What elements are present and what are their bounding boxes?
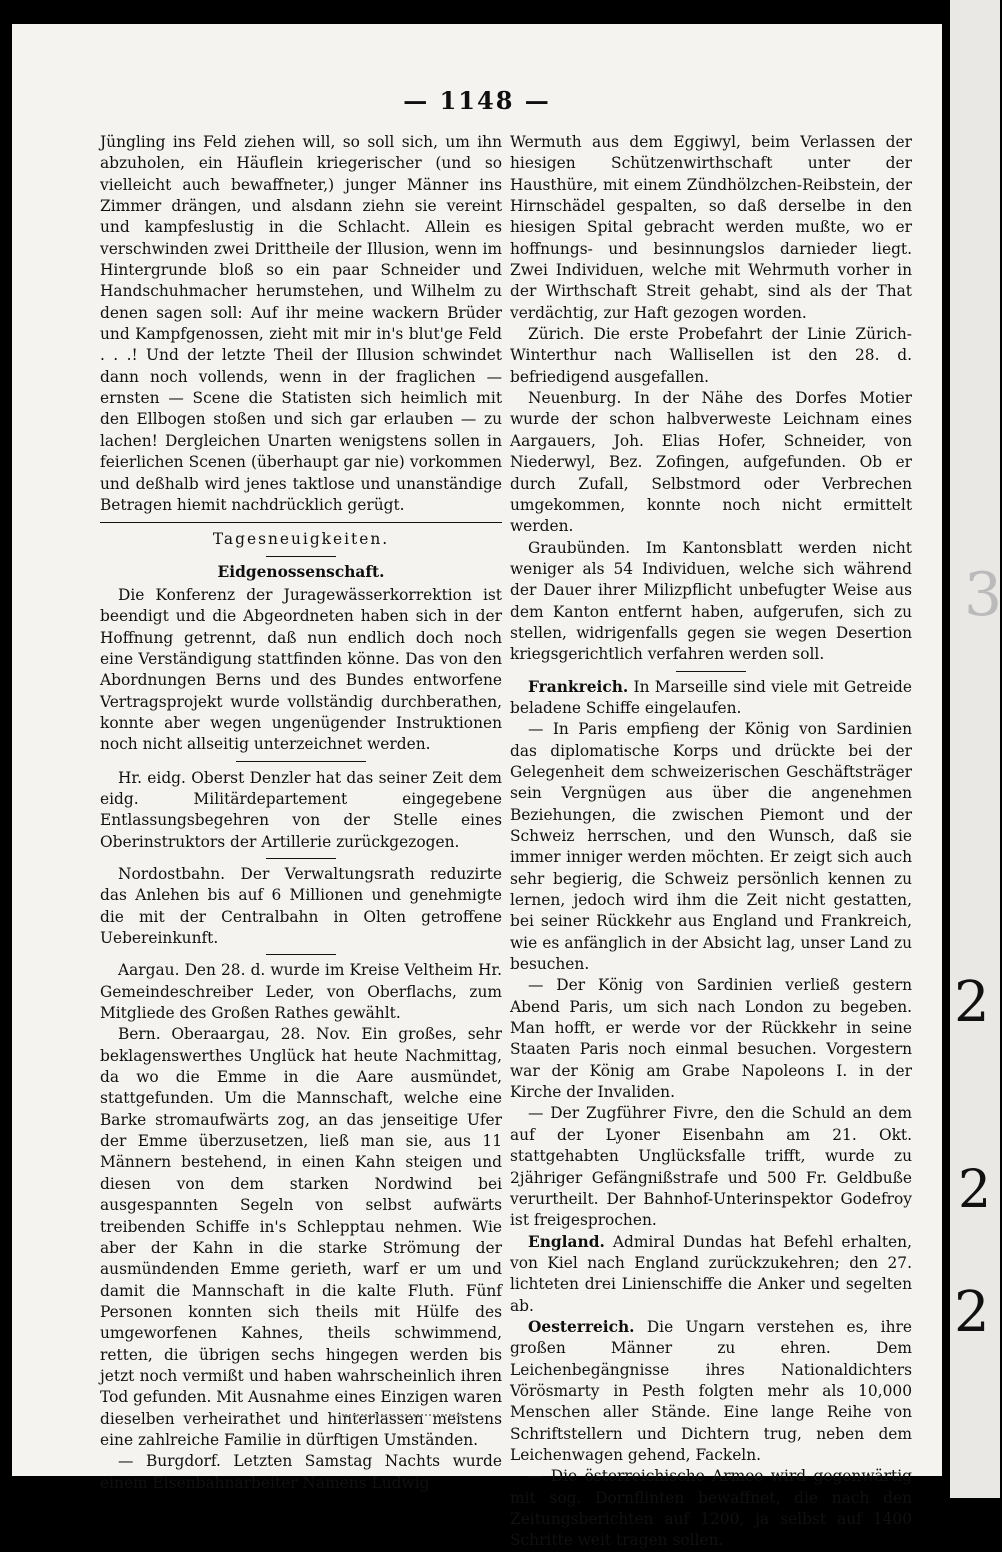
news-paragraph: Zürich. Die erste Probefahrt der Linie Zürich-Winterthur nach Wallisellen ist den 28. d. befriedigend ausgefallen. xyxy=(510,325,912,386)
country-heading: Oesterreich. xyxy=(528,1317,635,1336)
country-heading: England. xyxy=(528,1232,605,1251)
news-paragraph: — Burgdorf. Letzten Samstag Nachts wurde einem Eisenbahnarbeiter Namens Ludwig xyxy=(100,1452,502,1492)
news-text: Admiral Dundas hat Befehl erhalten, von Kiel nach England zurückzukehren; den 27. lichteten drei Linienschiffe die Anker und segelten ab. xyxy=(510,1232,912,1315)
news-paragraph: Graubünden. Im Kantonsblatt werden nicht weniger als 54 Individuen, welche sich während der Dauer ihrer Milizpflicht unbefugter Weise aus dem Kanton entfernt haben, aufgerufen, sich zu stellen, widrigenfalls gegen sie wegen Desertion kriegsgerichtlich verfahren werden soll. xyxy=(510,538,912,664)
margin-mark: 2 xyxy=(954,1280,990,1345)
news-paragraph: Die Konferenz der Juragewässerkorrektion ist beendigt und die Abgeordneten haben sich in der Hoffnung getrennt, daß nun endlich doch noch eine Verständigung stattfinden könne. Das von den Abordnungen Berns und des Bundes entworfene Vertragsprojekt wurde vollständig durchberathen, konnte aber wegen ungenügender Instruktionen noch nicht allseitig unterzeichnet werden. xyxy=(100,585,502,754)
news-paragraph: Neuenburg. In der Nähe des Dorfes Motier wurde der schon halbverweste Leichnam eines Aargauers, Joh. Elias Hofer, Schneider, von Niederwyl, Bez. Zofingen, aufgefunden. Ob er durch Zufall, Selbstmord oder Verbrechen umgekommen, konnte noch nicht ermittelt werden. xyxy=(510,389,912,536)
separator-rule xyxy=(236,761,366,762)
news-paragraph: Aargau. Den 28. d. wurde im Kreise Veltheim Hr. Gemeindeschreiber Leder, von Oberflachs, zum Mitgliede des Großen Rathes gewählt. xyxy=(100,961,502,1023)
news-text: In Marseille sind viele mit Getreide beladene Schiffe eingelaufen. xyxy=(510,677,912,717)
news-text: Die Ungarn verstehen es, ihre großen Männer zu ehren. Dem Leichenbegängnisse ihres Nationaldichters Vörösmarty in Pesth folgten mehr als 10,000 Menschen aller Stände. Eine lange Reihe von Schriftstellern und Dichtern trug, neben dem Leichenwagen gehend, Fackeln. xyxy=(510,1317,912,1464)
adjacent-page-edge xyxy=(950,0,1000,1498)
separator-rule xyxy=(266,858,336,859)
margin-mark: 2 xyxy=(958,1160,992,1220)
subsection-title: Eidgenossenschaft. xyxy=(217,562,385,581)
short-rule xyxy=(266,556,336,557)
article-continuation: Jüngling ins Feld ziehen will, so soll sich, um ihn abzuholen, ein Häuflein kriegerischer (und so vielleicht auch bewaffneter,) junger Männer ins Zimmer drängen, und alsdann ziehn sie vereint und kampfeslustig in die Schlacht. Allein es verschwinden zwei Drittheile der Illusion, wenn im Hintergrunde bloß so ein paar Schneider und Handschuhmacher herumstehen, und Wilhelm zu denen sagen soll: Auf ihr meine wackern Brüder und Kampfgenossen, zieht mit mir in's blut'ge Feld . . .! Und der letzte Theil der Illusion schwindet dann noch vollends, wenn in der fraglichen — ernsten — Scene die Statisten sich heimlich mit den Ellbogen stoßen und sich gar erlauben — zu lachen! Dergleichen Unarten wenigstens sollen in feierlichen Scenen (überhaupt gar nie) vorkommen und deßhalb wird jenes taktlose und unanständige Betragen hiemit nachdrücklich gerügt. xyxy=(100,133,502,514)
news-paragraph: Nordostbahn. Der Verwaltungsrath reduzirte das Anlehen bis auf 6 Millionen und genehmigte die mit der Centralbahn in Olten getroffene Uebereinkunft. xyxy=(100,865,502,948)
left-column xyxy=(100,132,502,1494)
news-paragraph: Hr. eidg. Oberst Denzler hat das seiner Zeit dem eidg. Militärdepartement eingegebene Entlassungsbegehren von der Stelle eines Oberinstruktors der Artillerie zurückgezogen. xyxy=(100,768,502,851)
newspaper-page xyxy=(12,24,942,1550)
margin-mark: 3 xyxy=(964,560,1002,630)
section-title: Tagesneuigkeiten. xyxy=(212,530,390,549)
news-paragraph-oesterreich xyxy=(510,1317,912,1466)
news-paragraph-england xyxy=(510,1232,912,1317)
news-paragraph: — Die österreichische Armee wird gegenwärtig mit sog. Dornflinten bewaffnet, die nach den Zeitungsberichten auf 1200, ja selbst auf 1400 Schritte weit tragen sollen. xyxy=(510,1467,912,1550)
news-paragraph: Wermuth aus dem Eggiwyl, beim Verlassen der hiesigen Schützenwirthschaft unter der Hausthüre, mit einem Zündhölzchen-Reibstein, der Hirnschädel gespalten, so daß derselbe in den hiesigen Spital gebracht werden mußte, wo er hoffnungs- und besinnungslos darnieder liegt. Zwei Individuen, welche mit Wehrmuth vorher in der Wirthschaft Streit gehabt, sind als der That verdächtig, zur Haft gezogen worden. xyxy=(510,133,912,322)
news-paragraph: — Der Zugführer Fivre, den die Schuld an dem auf der Lyoner Eisenbahn am 21. Okt. stattgehabten Unglücksfalle trifft, wurde zu 2jähriger Gefängnißstrafe und 500 Fr. Geldbuße verurtheilt. Der Bahnhof-Unterinspektor Godefroy ist freigesprochen. xyxy=(510,1104,912,1230)
print-smudge xyxy=(342,1414,462,1424)
margin-mark: 2 xyxy=(954,970,990,1035)
section-rule xyxy=(100,522,502,523)
news-paragraph: — In Paris empfieng der König von Sardinien das diplomatische Korps und drückte bei der Gelegenheit dem schweizerischen Geschäftsträger sein Vergnügen aus über die angenehmen Beziehungen, die zwischen Piemont und der Schweiz herrschen, und den Wunsch, daß sie immer inniger werden möchten. Er zeigt sich auch sehr begierig, die Schweiz persönlich kennen zu lernen, jedoch wird ihm die Zeit nicht gestatten, bei seiner Rückkehr aus England und Frankreich, wie es anfänglich in der Absicht lag, unser Land zu besuchen. xyxy=(510,720,912,974)
news-paragraph: Bern. Oberaargau, 28. Nov. Ein großes, sehr beklagenswerthes Unglück hat heute Nachmittag, da wo die Emme in die Aare ausmündet, stattgefunden. Um die Mannschaft, welche eine Barke stromaufwärts zog, an das jenseitige Ufer der Emme überzusetzen, ließ man sie, aus 11 Männern bestehend, in einen Kahn steigen und diesen von dem starken Nordwind bei ausgespannten Segeln von selbst aufwärts treibenden Schiffe in's Schlepptau nehmen. Wie aber der Kahn in die starke Strömung der ausmündenden Emme gerieth, warf er um und damit die Mannschaft in die kalte Fluth. Fünf Personen konnten sich theils mit Hülfe des umgeworfenen Kahnes, theils schwimmend, retten, die übrigen sechs hingegen werden bis jetzt noch vermißt und haben wahrscheinlich ihren Tod gefunden. Mit Ausnahme eines Einzigen waren dieselben verheirathet und hinterlassen meistens eine zahlreiche Familie in dürftigen Umständen. xyxy=(100,1025,502,1449)
separator-rule xyxy=(676,671,746,672)
country-heading: Frankreich. xyxy=(528,677,629,696)
news-paragraph-frankreich xyxy=(510,677,912,720)
news-paragraph: — Der König von Sardinien verließ gestern Abend Paris, um sich nach London zu begeben. Man hofft, er werde vor der Rückkehr in seine Staaten Paris noch einmal besuchen. Vorgestern war der König am Grabe Napoleons I. in der Kirche der Invaliden. xyxy=(510,976,912,1102)
separator-rule xyxy=(266,954,336,955)
page-number: — 1148 — xyxy=(403,86,551,115)
right-column xyxy=(510,132,912,1552)
